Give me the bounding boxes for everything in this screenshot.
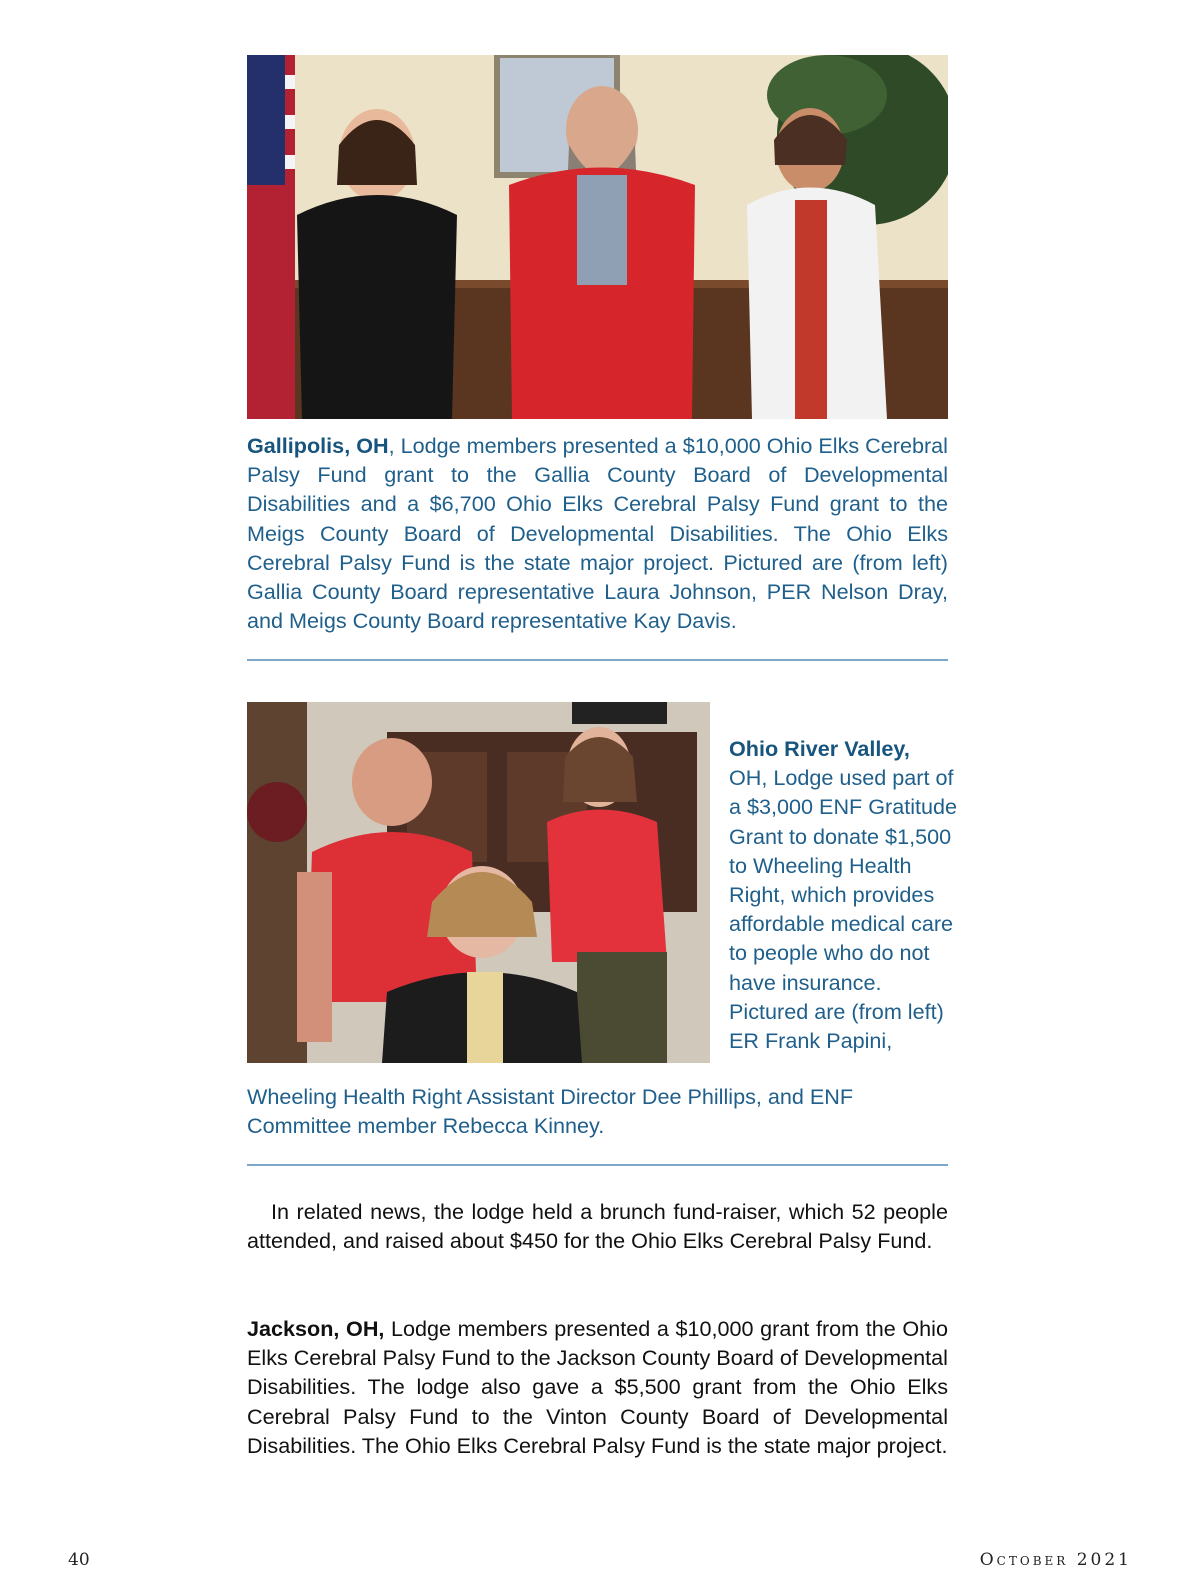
gallipolis-lead: Gallipolis, OH [247, 433, 389, 458]
ohio-river-valley-caption [729, 734, 964, 1055]
jackson-lead: Jackson, OH, [247, 1316, 385, 1341]
ohio-river-valley-side-text: OH, Lodge used part of a $3,000 ENF Gratitude Grant to donate $1,500 to Wheeling Health Right, which provides affordable medical care to people who do not have insurance. Pictured are (from left) ER Frank Papini, [729, 765, 958, 1054]
ohio-river-valley-photo [247, 702, 710, 1063]
gallipolis-photo [247, 55, 948, 419]
jackson-text: Lodge members presented a $10,000 grant from the Ohio Elks Cerebral Palsy Fund to the Jackson County Board of Developmental Disabilities. The lodge also gave a $5,500 grant from the Ohio Elks Cerebral Palsy Fund to the Vinton County Board of Developmental Disabilities. The Ohio Elks Cerebral Palsy Fund is the state major project. [247, 1316, 948, 1458]
section-divider [247, 1164, 948, 1166]
gallipolis-caption [247, 431, 948, 635]
issue-date: October 2021 [979, 1550, 1132, 1570]
page-number: 40 [68, 1550, 90, 1570]
gallipolis-text: , Lodge members presented a $10,000 Ohio Elks Cerebral Palsy Fund grant to the Gallia County Board of Developmental Disabilities and a $6,700 Ohio Elks Cerebral Palsy Fund grant to the Meigs County Board of Developmental Disabilities. The Ohio Elks Cerebral Palsy Fund is the state major project. Pictured are (from left) Gallia County Board representative Laura Johnson, PER Nelson Dray, and Meigs County Board representative Kay Davis. [247, 433, 948, 634]
ohio-river-valley-lead: Ohio River Valley, [729, 736, 910, 761]
ohio-river-valley-caption-continued: Wheeling Health Right Assistant Director Dee Phillips, and ENF Committee member Rebecca Kinney. [247, 1084, 854, 1139]
brunch-paragraph: In related news, the lodge held a brunch fund-raiser, which 52 people attended, and raised about $450 for the Ohio Elks Cerebral Palsy Fund. [247, 1199, 948, 1254]
jackson-paragraph [247, 1314, 948, 1460]
section-divider [247, 659, 948, 661]
